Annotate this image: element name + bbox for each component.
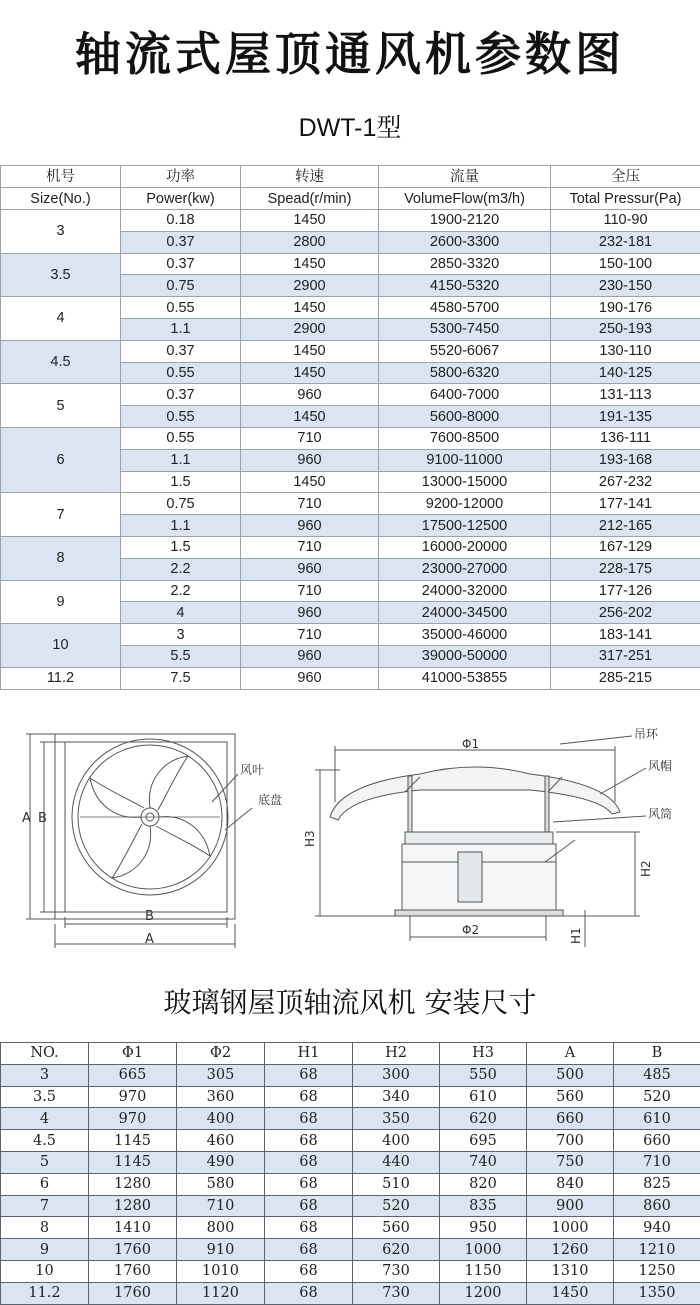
pressure-cell: 190-176	[551, 297, 700, 319]
dims-body	[1, 1064, 700, 1304]
pressure-cell: 183-141	[551, 624, 700, 646]
header-en-size: Size(No.)	[1, 188, 121, 210]
dims-row	[1, 1151, 700, 1173]
pressure-cell: 131-113	[551, 384, 700, 406]
side-view	[315, 736, 646, 947]
h3-cell: 620	[440, 1108, 527, 1130]
label-B-left: B	[38, 811, 47, 826]
h1-cell: 68	[265, 1086, 353, 1108]
spec-table	[0, 165, 700, 690]
speed-cell: 1450	[241, 471, 379, 493]
pressure-cell: 285-215	[551, 667, 700, 689]
header-cn-pressure: 全压	[551, 166, 700, 188]
top-view	[26, 734, 252, 948]
flow-cell: 9200-12000	[379, 493, 551, 515]
pressure-cell: 177-126	[551, 580, 700, 602]
dims-row	[1, 1064, 700, 1086]
spec-row	[1, 253, 700, 275]
flow-cell: 1900-2120	[379, 210, 551, 232]
label-phi1: Φ1	[462, 737, 480, 751]
size-cell: 11.2	[1, 667, 121, 689]
label-A-left: A	[22, 811, 31, 826]
h3-cell: 950	[440, 1217, 527, 1239]
b-cell: 825	[614, 1173, 700, 1195]
h2-cell: 350	[353, 1108, 440, 1130]
power-cell: 4	[121, 602, 241, 624]
h3-cell: 835	[440, 1195, 527, 1217]
spec-row	[1, 624, 700, 646]
no-cell: 5	[1, 1151, 89, 1173]
size-cell: 8	[1, 536, 121, 580]
no-cell: 3.5	[1, 1086, 89, 1108]
h3-cell: 1200	[440, 1282, 527, 1304]
b-cell: 940	[614, 1217, 700, 1239]
size-cell: 3.5	[1, 253, 121, 297]
speed-cell: 960	[241, 602, 379, 624]
dims-row	[1, 1282, 700, 1304]
label-phi2: Φ2	[462, 923, 480, 937]
speed-cell: 1450	[241, 406, 379, 428]
spec-header-cn	[1, 166, 700, 188]
label-B-bottom: B	[145, 909, 154, 924]
power-cell: 0.37	[121, 340, 241, 362]
header-en-flow: VolumeFlow(m3/h)	[379, 188, 551, 210]
flow-cell: 23000-27000	[379, 558, 551, 580]
speed-cell: 1450	[241, 297, 379, 319]
dims-row	[1, 1217, 700, 1239]
header-en-speed: Spead(r/min)	[241, 188, 379, 210]
h1-cell: 68	[265, 1195, 353, 1217]
spec-row	[1, 493, 700, 515]
h3-cell: 695	[440, 1130, 527, 1152]
pressure-cell: 140-125	[551, 362, 700, 384]
b-cell: 610	[614, 1108, 700, 1130]
dims-header-phi2: Φ2	[177, 1043, 265, 1065]
label-H2: H2	[639, 860, 653, 877]
size-cell: 5	[1, 384, 121, 428]
no-cell: 11.2	[1, 1282, 89, 1304]
spec-row	[1, 384, 700, 406]
power-cell: 0.18	[121, 210, 241, 232]
a-cell: 560	[527, 1086, 614, 1108]
power-cell: 1.5	[121, 471, 241, 493]
a-cell: 840	[527, 1173, 614, 1195]
pressure-cell: 193-168	[551, 449, 700, 471]
power-cell: 0.55	[121, 427, 241, 449]
spec-row	[1, 340, 700, 362]
b-cell: 485	[614, 1064, 700, 1086]
header-cn-size: 机号	[1, 166, 121, 188]
fan-blade-label: 风叶	[240, 763, 265, 777]
outer-square	[55, 734, 235, 919]
spec-row	[1, 297, 700, 319]
dims-header-no: NO.	[1, 1043, 89, 1065]
header-cn-speed: 转速	[241, 166, 379, 188]
pressure-cell: 250-193	[551, 318, 700, 340]
install-title: 玻璃钢屋顶轴流风机 安装尺寸	[163, 986, 537, 1019]
flow-cell: 13000-15000	[379, 471, 551, 493]
power-cell: 0.75	[121, 275, 241, 297]
flow-cell: 41000-53855	[379, 667, 551, 689]
speed-cell: 1450	[241, 253, 379, 275]
speed-cell: 1450	[241, 340, 379, 362]
pressure-cell: 317-251	[551, 645, 700, 667]
h1-cell: 68	[265, 1151, 353, 1173]
phi1-cell: 1145	[89, 1130, 177, 1152]
phi2-cell: 580	[177, 1173, 265, 1195]
speed-cell: 710	[241, 493, 379, 515]
dims-row	[1, 1173, 700, 1195]
spec-row	[1, 210, 700, 232]
size-cell: 9	[1, 580, 121, 624]
h2-cell: 400	[353, 1130, 440, 1152]
phi1-cell: 970	[89, 1086, 177, 1108]
power-cell: 2.2	[121, 558, 241, 580]
flow-cell: 5300-7450	[379, 318, 551, 340]
b-cell: 1210	[614, 1239, 700, 1261]
no-cell: 9	[1, 1239, 89, 1261]
pressure-cell: 130-110	[551, 340, 700, 362]
dims-row	[1, 1108, 700, 1130]
flow-cell: 17500-12500	[379, 515, 551, 537]
h3-cell: 1000	[440, 1239, 527, 1261]
wind-cap	[330, 767, 620, 820]
flow-cell: 2600-3300	[379, 231, 551, 253]
pressure-cell: 136-111	[551, 427, 700, 449]
dims-header-h3: H3	[440, 1043, 527, 1065]
header-en-power: Power(kw)	[121, 188, 241, 210]
h1-cell: 68	[265, 1282, 353, 1304]
pressure-cell: 267-232	[551, 471, 700, 493]
dims-header-phi1: Φ1	[89, 1043, 177, 1065]
speed-cell: 960	[241, 667, 379, 689]
pressure-cell: 228-175	[551, 558, 700, 580]
power-cell: 0.37	[121, 384, 241, 406]
dims-header-a: A	[527, 1043, 614, 1065]
spec-body	[1, 210, 700, 690]
power-cell: 0.55	[121, 362, 241, 384]
no-cell: 4	[1, 1108, 89, 1130]
b-cell: 860	[614, 1195, 700, 1217]
h1-cell: 68	[265, 1173, 353, 1195]
phi1-cell: 1280	[89, 1173, 177, 1195]
power-cell: 3	[121, 624, 241, 646]
dims-header-h1: H1	[265, 1043, 353, 1065]
spec-row	[1, 667, 700, 689]
dims-row	[1, 1239, 700, 1261]
pressure-cell: 212-165	[551, 515, 700, 537]
dims-row	[1, 1260, 700, 1282]
speed-cell: 960	[241, 515, 379, 537]
speed-cell: 2900	[241, 318, 379, 340]
h1-cell: 68	[265, 1130, 353, 1152]
phi2-cell: 400	[177, 1108, 265, 1130]
power-cell: 5.5	[121, 645, 241, 667]
h1-cell: 68	[265, 1108, 353, 1130]
power-cell: 0.55	[121, 406, 241, 428]
header-cn-flow: 流量	[379, 166, 551, 188]
b-cell: 1350	[614, 1282, 700, 1304]
speed-cell: 2800	[241, 231, 379, 253]
dims-table	[0, 1042, 700, 1305]
h3-cell: 1150	[440, 1260, 527, 1282]
size-cell: 7	[1, 493, 121, 537]
blade-4	[90, 778, 144, 817]
spec-row	[1, 427, 700, 449]
flow-cell: 39000-50000	[379, 645, 551, 667]
no-cell: 10	[1, 1260, 89, 1282]
speed-cell: 960	[241, 449, 379, 471]
flow-cell: 16000-20000	[379, 536, 551, 558]
power-cell: 1.1	[121, 515, 241, 537]
phi1-cell: 1410	[89, 1217, 177, 1239]
phi1-cell: 1280	[89, 1195, 177, 1217]
spec-row	[1, 580, 700, 602]
phi1-cell: 1760	[89, 1260, 177, 1282]
spec-header-en	[1, 188, 700, 210]
phi1-cell: 970	[89, 1108, 177, 1130]
a-cell: 660	[527, 1108, 614, 1130]
flow-cell: 24000-34500	[379, 602, 551, 624]
base-plate-label: 底盘	[258, 793, 283, 807]
size-cell: 6	[1, 427, 121, 492]
pressure-cell: 230-150	[551, 275, 700, 297]
model-label: DWT-1型	[298, 114, 402, 142]
a-cell: 1450	[527, 1282, 614, 1304]
h1-cell: 68	[265, 1260, 353, 1282]
b-cell: 520	[614, 1086, 700, 1108]
h2-cell: 440	[353, 1151, 440, 1173]
base-ring	[405, 832, 553, 844]
pressure-cell: 177-141	[551, 493, 700, 515]
b-cell: 710	[614, 1151, 700, 1173]
fan-diagram	[0, 712, 700, 962]
speed-cell: 1450	[241, 210, 379, 232]
dims-header-h2: H2	[353, 1043, 440, 1065]
a-cell: 900	[527, 1195, 614, 1217]
phi2-cell: 460	[177, 1130, 265, 1152]
b-cell: 660	[614, 1130, 700, 1152]
flow-cell: 5600-8000	[379, 406, 551, 428]
h3-cell: 820	[440, 1173, 527, 1195]
power-cell: 0.37	[121, 253, 241, 275]
a-cell: 1000	[527, 1217, 614, 1239]
phi2-cell: 1120	[177, 1282, 265, 1304]
a-cell: 1260	[527, 1239, 614, 1261]
no-cell: 6	[1, 1173, 89, 1195]
h2-cell: 510	[353, 1173, 440, 1195]
h1-cell: 68	[265, 1217, 353, 1239]
dims-row	[1, 1130, 700, 1152]
flow-cell: 24000-32000	[379, 580, 551, 602]
wind-cap-label: 风帽	[648, 759, 673, 773]
speed-cell: 960	[241, 384, 379, 406]
speed-cell: 710	[241, 536, 379, 558]
dims-row	[1, 1086, 700, 1108]
a-cell: 1310	[527, 1260, 614, 1282]
b-cell: 1250	[614, 1260, 700, 1282]
a-cell: 750	[527, 1151, 614, 1173]
speed-cell: 710	[241, 624, 379, 646]
a-cell: 700	[527, 1130, 614, 1152]
phi2-cell: 800	[177, 1217, 265, 1239]
h3-cell: 610	[440, 1086, 527, 1108]
dims-header-row	[1, 1043, 700, 1065]
wind-tube-label: 风筒	[648, 807, 673, 821]
pressure-cell: 191-135	[551, 406, 700, 428]
power-cell: 1.1	[121, 449, 241, 471]
flow-cell: 5800-6320	[379, 362, 551, 384]
motor	[458, 852, 482, 902]
speed-cell: 960	[241, 645, 379, 667]
power-cell: 0.37	[121, 231, 241, 253]
no-cell: 4.5	[1, 1130, 89, 1152]
h2-cell: 300	[353, 1064, 440, 1086]
flow-cell: 5520-6067	[379, 340, 551, 362]
phi2-cell: 490	[177, 1151, 265, 1173]
phi2-cell: 710	[177, 1195, 265, 1217]
no-cell: 7	[1, 1195, 89, 1217]
flow-cell: 6400-7000	[379, 384, 551, 406]
blade-2	[156, 817, 210, 856]
header-cn-power: 功率	[121, 166, 241, 188]
flow-cell: 9100-11000	[379, 449, 551, 471]
h2-cell: 340	[353, 1086, 440, 1108]
phi1-cell: 665	[89, 1064, 177, 1086]
pressure-cell: 150-100	[551, 253, 700, 275]
h2-cell: 520	[353, 1195, 440, 1217]
h2-cell: 730	[353, 1260, 440, 1282]
label-H1: H1	[569, 927, 583, 944]
size-cell: 4	[1, 297, 121, 341]
power-cell: 0.75	[121, 493, 241, 515]
label-A-bottom: A	[145, 932, 154, 947]
h1-cell: 68	[265, 1064, 353, 1086]
pressure-cell: 167-129	[551, 536, 700, 558]
dims-header-b: B	[614, 1043, 700, 1065]
flow-cell: 2850-3320	[379, 253, 551, 275]
h3-cell: 550	[440, 1064, 527, 1086]
phi1-cell: 1760	[89, 1282, 177, 1304]
speed-cell: 960	[241, 558, 379, 580]
no-cell: 8	[1, 1217, 89, 1239]
h1-cell: 68	[265, 1239, 353, 1261]
page-title: 轴流式屋顶通风机参数图	[75, 27, 625, 81]
h3-cell: 740	[440, 1151, 527, 1173]
lifting-ring-label: 吊环	[634, 727, 659, 741]
size-cell: 10	[1, 624, 121, 668]
phi2-cell: 360	[177, 1086, 265, 1108]
phi1-cell: 1760	[89, 1239, 177, 1261]
phi2-cell: 1010	[177, 1260, 265, 1282]
a-cell: 500	[527, 1064, 614, 1086]
flow-cell: 7600-8500	[379, 427, 551, 449]
size-cell: 3	[1, 210, 121, 254]
speed-cell: 710	[241, 580, 379, 602]
phi2-cell: 910	[177, 1239, 265, 1261]
size-cell: 4.5	[1, 340, 121, 384]
speed-cell: 710	[241, 427, 379, 449]
power-cell: 0.55	[121, 297, 241, 319]
power-cell: 1.5	[121, 536, 241, 558]
power-cell: 2.2	[121, 580, 241, 602]
dims-row	[1, 1195, 700, 1217]
label-H3: H3	[303, 830, 317, 847]
no-cell: 3	[1, 1064, 89, 1086]
spec-row	[1, 536, 700, 558]
flow-cell: 35000-46000	[379, 624, 551, 646]
flow-cell: 4150-5320	[379, 275, 551, 297]
flow-cell: 4580-5700	[379, 297, 551, 319]
pressure-cell: 256-202	[551, 602, 700, 624]
pressure-cell: 110-90	[551, 210, 700, 232]
power-cell: 7.5	[121, 667, 241, 689]
blade-1	[149, 756, 188, 810]
h2-cell: 730	[353, 1282, 440, 1304]
power-cell: 1.1	[121, 318, 241, 340]
speed-cell: 1450	[241, 362, 379, 384]
pressure-cell: 232-181	[551, 231, 700, 253]
header-en-pressure: Total Pressur(Pa)	[551, 188, 700, 210]
h2-cell: 560	[353, 1217, 440, 1239]
phi1-cell: 1145	[89, 1151, 177, 1173]
h2-cell: 620	[353, 1239, 440, 1261]
speed-cell: 2900	[241, 275, 379, 297]
blade-3	[112, 824, 151, 878]
phi2-cell: 305	[177, 1064, 265, 1086]
